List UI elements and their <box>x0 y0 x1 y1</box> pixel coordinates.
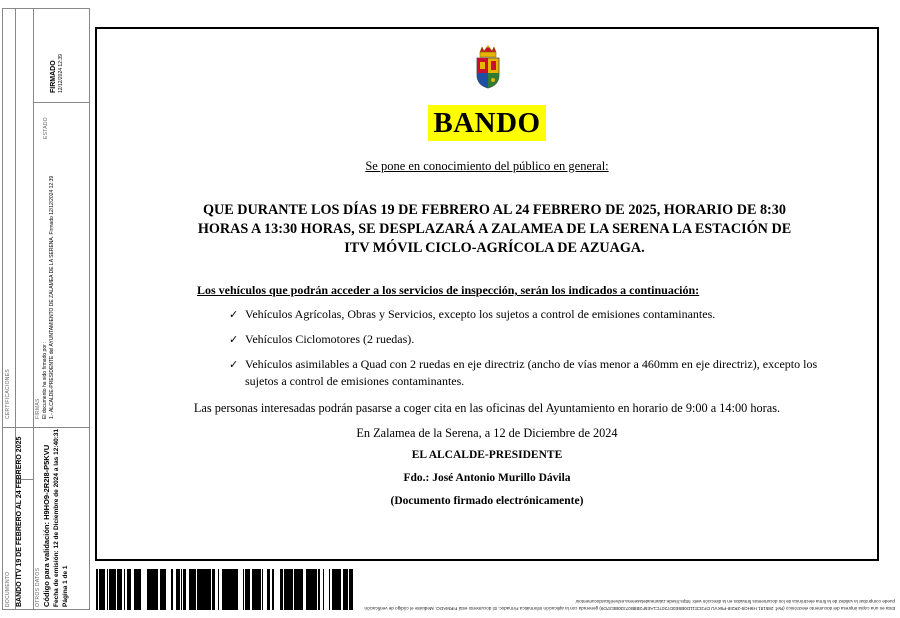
check-icon: ✓ <box>229 358 239 371</box>
barcode-bar <box>335 569 338 610</box>
barcode-bar <box>247 569 248 610</box>
barcode-bar <box>301 569 302 610</box>
barcode-bar <box>129 569 130 610</box>
barcode-bar <box>243 569 244 610</box>
barcode-bar <box>302 569 303 610</box>
barcode-bar <box>310 569 312 610</box>
barcode-bar <box>323 569 324 610</box>
barcode-bar <box>272 569 273 610</box>
barcode-bar <box>306 569 308 610</box>
barcode-bar <box>286 569 289 610</box>
vehicle-item-text: Vehículos Agrícolas, Obras y Servicios, excepto los sujetos a control de emisiones contaminantes. <box>245 307 716 321</box>
barcode-bar <box>340 569 341 610</box>
barcode-bar <box>160 569 162 610</box>
barcode-bar <box>345 569 346 610</box>
vehicle-item-text: Vehículos asimilables a Quad con 2 ruedas en eje directriz (ancho de vías menor a 460mm en eje directriz), excepto los sujetos a control de emisiones contaminantes. <box>245 357 818 388</box>
barcode-bar <box>292 569 293 610</box>
barcode-bar <box>315 569 316 610</box>
estado-date: 12/12/2024 12:39 <box>58 54 64 93</box>
barcode-bar <box>338 569 339 610</box>
barcode-bar <box>176 569 177 610</box>
documento-label: DOCUMENTO <box>5 571 11 607</box>
certificaciones-label: CERTIFICACIONES <box>5 369 11 419</box>
barcode-bar <box>156 569 158 610</box>
barcode-bar <box>269 569 270 610</box>
barcode-bar <box>231 569 233 610</box>
barcode-bar <box>212 569 215 610</box>
signer-title: EL ALCALDE-PRESIDENTE <box>411 449 563 461</box>
barcode-bar <box>124 569 125 610</box>
barcode-bar <box>149 569 150 610</box>
vehicle-item <box>229 356 829 389</box>
title-wrapper <box>97 105 877 141</box>
barcode-bar <box>256 569 259 610</box>
place-date: En Zalamea de la Serena, a 12 de Diciembre de 2024 <box>356 426 618 440</box>
barcode-bar <box>184 569 185 610</box>
barcode-bar <box>172 569 173 610</box>
barcode-bar <box>195 569 196 610</box>
vehicle-item-text: Vehículos Ciclomotores (2 ruedas). <box>245 332 415 346</box>
barcode-bar <box>165 569 166 610</box>
barcode-bar <box>224 569 227 610</box>
barcode-icon <box>95 569 353 610</box>
barcode-bar <box>154 569 156 610</box>
barcode-bar <box>183 569 184 610</box>
notice-intro-text: Se pone en conocimiento del público en general: <box>365 159 609 173</box>
barcode-bar <box>185 569 186 610</box>
barcode-bar <box>189 569 192 610</box>
barcode-bar <box>297 569 299 610</box>
vehicle-item <box>229 331 829 348</box>
barcode-bar <box>346 569 347 610</box>
barcode-bar <box>127 569 129 610</box>
validation-code: Código para validación: H9HO9-2R2I8-P5KVU <box>42 444 51 607</box>
barcode-bar <box>249 569 250 610</box>
barcode-bar <box>118 569 120 610</box>
barcode-bar <box>227 569 228 610</box>
barcode-bar <box>235 569 237 610</box>
barcode-bar <box>252 569 254 610</box>
barcode-bar <box>120 569 122 610</box>
signed-note: (Documento firmado electrónicamente) <box>390 495 584 507</box>
barcode-bar <box>343 569 344 610</box>
barcode-bar <box>181 569 182 610</box>
barcode-bar <box>193 569 195 610</box>
signer-name: Fdo.: José Antonio Murillo Dávila <box>403 472 571 484</box>
barcode-bar <box>255 569 256 610</box>
barcode-bar <box>134 569 135 610</box>
barcode-bar <box>299 569 301 610</box>
documento-value: BANDO ITV 19 DE FEBRERO AL 24 FEBRERO 2025 <box>16 436 23 607</box>
barcode-bar <box>267 569 269 610</box>
document-title: BANDO <box>428 105 545 141</box>
barcode-bar <box>117 569 118 610</box>
emission-date: Fecha de emisión: 12 de Diciembre de 2024 a las 12:40:31 <box>53 428 60 607</box>
barcode-bar <box>284 569 286 610</box>
barcode-bar <box>312 569 315 610</box>
barcode-bar <box>294 569 297 610</box>
firmas-line-2: 1.- ALCALDE-PRESIDENTE del AYUNTAMIENTO DE ZALAMEA DE LA SERENA. Firmado 12/12/2024 12:39 <box>49 175 55 419</box>
barcode-bar <box>111 569 113 610</box>
barcode-bar <box>171 569 172 610</box>
barcode-bar <box>136 569 138 610</box>
firmas-line-1: El documento ha sido firmado por : <box>42 341 48 419</box>
estado-label: ESTADO <box>43 117 49 139</box>
barcode-bar <box>262 569 263 610</box>
check-icon: ✓ <box>229 333 239 346</box>
row-divider <box>33 102 89 103</box>
document-frame <box>95 27 879 561</box>
barcode-bar <box>333 569 335 610</box>
page-indicator: Página 1 de 1 <box>62 565 69 607</box>
barcode-bar <box>237 569 238 610</box>
barcode-bar <box>147 569 149 610</box>
vehicle-item <box>229 306 829 323</box>
verification-footer: Esta es una copia impresa del documento electrónico (Ref: 285181 H9HO9-2R2I8-P5KVU DF2CE11D0B5E0D7207C1AE5F2B8B07330BE37D9) generada con la aplicación informática Firmadoc. El documento está FIRMADO. Mediante el código de verificación puede comprobar la validez de la firma electrónica de los documentos firmados en la dirección web: https://sede.zalameadelaserena.es/verificardocumentos/ <box>364 599 895 611</box>
barcode-bar <box>178 569 179 610</box>
barcode-bar <box>113 569 116 610</box>
barcode-bar <box>248 569 249 610</box>
appointment-text: Las personas interesadas podrán pasarse a coger cita en las oficinas del Ayuntamiento en horario de 9:00 a 14:00 horas. <box>193 401 781 415</box>
row-divider <box>33 427 89 428</box>
barcode-bar <box>319 569 320 610</box>
firmas-label: FIRMAS <box>35 398 41 419</box>
barcode-bar <box>344 569 345 610</box>
estado-value: FIRMADO <box>50 60 57 93</box>
barcode-bar <box>104 569 105 610</box>
barcode-bar <box>208 569 211 610</box>
barcode-bar <box>205 569 208 610</box>
otros-datos-label: OTROS DATOS <box>35 567 41 607</box>
barcode-bar <box>308 569 309 610</box>
vehicles-heading: Los vehículos que podrán acceder a los servicios de inspección, serán los indicados a continuación: <box>197 283 700 297</box>
barcode-bar <box>280 569 283 610</box>
barcode-bar <box>350 569 353 610</box>
barcode-bar <box>329 569 330 610</box>
barcode-bar <box>198 569 201 610</box>
barcode-bar <box>289 569 292 610</box>
check-icon: ✓ <box>229 308 239 321</box>
barcode-bar <box>254 569 255 610</box>
barcode-bar <box>99 569 101 610</box>
barcode-bar <box>197 569 198 610</box>
barcode-bar <box>179 569 180 610</box>
barcode-bar <box>109 569 111 610</box>
barcode-bar <box>339 569 340 610</box>
barcode-bar <box>233 569 235 610</box>
barcode-bar <box>130 569 131 610</box>
barcode-bar <box>107 569 108 610</box>
column-divider <box>33 9 34 609</box>
barcode-bar <box>222 569 224 610</box>
barcode-bar <box>97 569 98 610</box>
barcode-bar <box>139 569 141 610</box>
notice-intro <box>97 159 877 174</box>
barcode-bar <box>138 569 139 610</box>
barcode-bar <box>332 569 333 610</box>
barcode-bar <box>101 569 104 610</box>
barcode-bar <box>309 569 310 610</box>
barcode-bar <box>228 569 231 610</box>
barcode-bar <box>347 569 348 610</box>
coat-of-arms-icon <box>473 45 503 89</box>
barcode-bar <box>177 569 178 610</box>
barcode-bar <box>162 569 165 610</box>
barcode-bar <box>96 569 97 610</box>
barcode-bar <box>202 569 205 610</box>
barcode-bar <box>150 569 151 610</box>
barcode-bar <box>218 569 219 610</box>
main-announcement: QUE DURANTE LOS DÍAS 19 DE FEBRERO AL 24 FEBRERO DE 2025, HORARIO DE 8:30 HORAS A 13:30 HORAS, SE DESPLAZARÁ A ZALAMEA DE LA SERENA LA ESTACIÓN DE ITV MÓVIL CICLO-AGRÍCOLA DE AZUAGA. <box>197 202 792 256</box>
barcode-bar <box>316 569 317 610</box>
barcode-bar <box>318 569 319 610</box>
barcode-bar <box>349 569 350 610</box>
barcode-bar <box>151 569 154 610</box>
barcode-bar <box>135 569 136 610</box>
barcode-bar <box>192 569 193 610</box>
barcode-bar <box>245 569 247 610</box>
barcode-bar <box>259 569 261 610</box>
barcode-bar <box>201 569 202 610</box>
barcode-bar <box>273 569 274 610</box>
signature-metadata-strip <box>2 8 90 610</box>
